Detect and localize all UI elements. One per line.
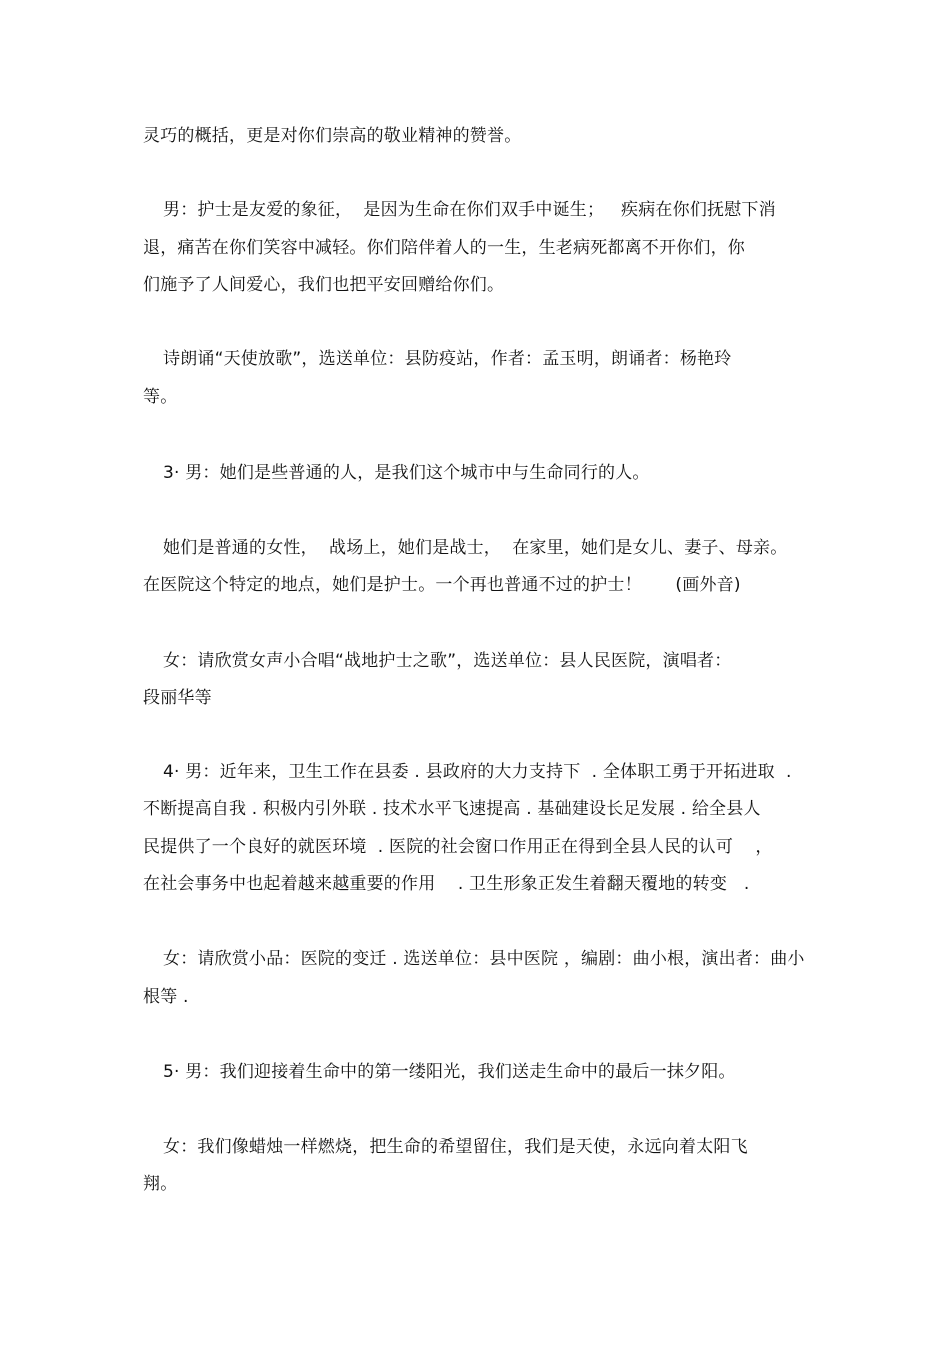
text-line: 男：护士是友爱的象征， 是因为生命在你们双手中诞生； 疾病在你们抚慰下消 [163,200,776,220]
text-line: 女：请欣赏小品：医院的变迁 . 选送单位：县中医院 ，编剧：曲小根，演出者：曲小 [163,949,805,969]
text-line: 民提供了一个良好的就医环境 . 医院的社会窗口作用正在得到全县人民的认可 ， [143,837,773,857]
text-line: 在社会事务中也起着越来越重要的作用 . 卫生形象正发生着翻天覆地的转变 . [143,874,750,894]
text-line: 灵巧的概括，更是对你们崇高的敬业精神的赞誉。 [143,126,522,146]
text-line: 段丽华等 [143,688,212,708]
text-line: 等。 [143,387,178,407]
text-line: 不断提高自我 . 积极内引外联 . 技术水平飞速提高 . 基础建设长足发展 . 给全县人 [143,799,761,819]
text-line: 她们是普通的女性， 战场上，她们是战士， 在家里，她们是女儿、妻子、母亲。 [163,538,788,558]
text-line: 4· 男：近年来，卫生工作在县委 . 县政府的大力支持下 . 全体职工勇于开拓进取 . [163,762,792,782]
text-line: 翔。 [143,1174,178,1194]
text-line: 女：请欣赏女声小合唱“战地护士之歌”，选送单位：县人民医院，演唱者： [163,651,732,671]
text-line: 诗朗诵“天使放歌”，选送单位：县防疫站，作者：孟玉明，朗诵者：杨艳玲 [163,349,732,369]
text-line: 3· 男：她们是些普通的人，是我们这个城市中与生命同行的人。 [163,463,650,483]
text-line: 在医院这个特定的地点，她们是护士。一个再也普通不过的护士！ (画外音) [143,575,741,595]
text-line: 根等 . [143,987,189,1007]
text-line: 们施予了人间爱心，我们也把平安回赠给你们。 [143,275,505,295]
text-line: 退，痛苦在你们笑容中减轻。你们陪伴着人的一生，生老病死都离不开你们，你 [143,238,745,258]
text-line: 5· 男：我们迎接着生命中的第一缕阳光，我们送走生命中的最后一抹夕阳。 [163,1062,736,1082]
text-line: 女：我们像蜡烛一样燃烧，把生命的希望留住，我们是天使，永远向着太阳飞 [163,1137,748,1157]
